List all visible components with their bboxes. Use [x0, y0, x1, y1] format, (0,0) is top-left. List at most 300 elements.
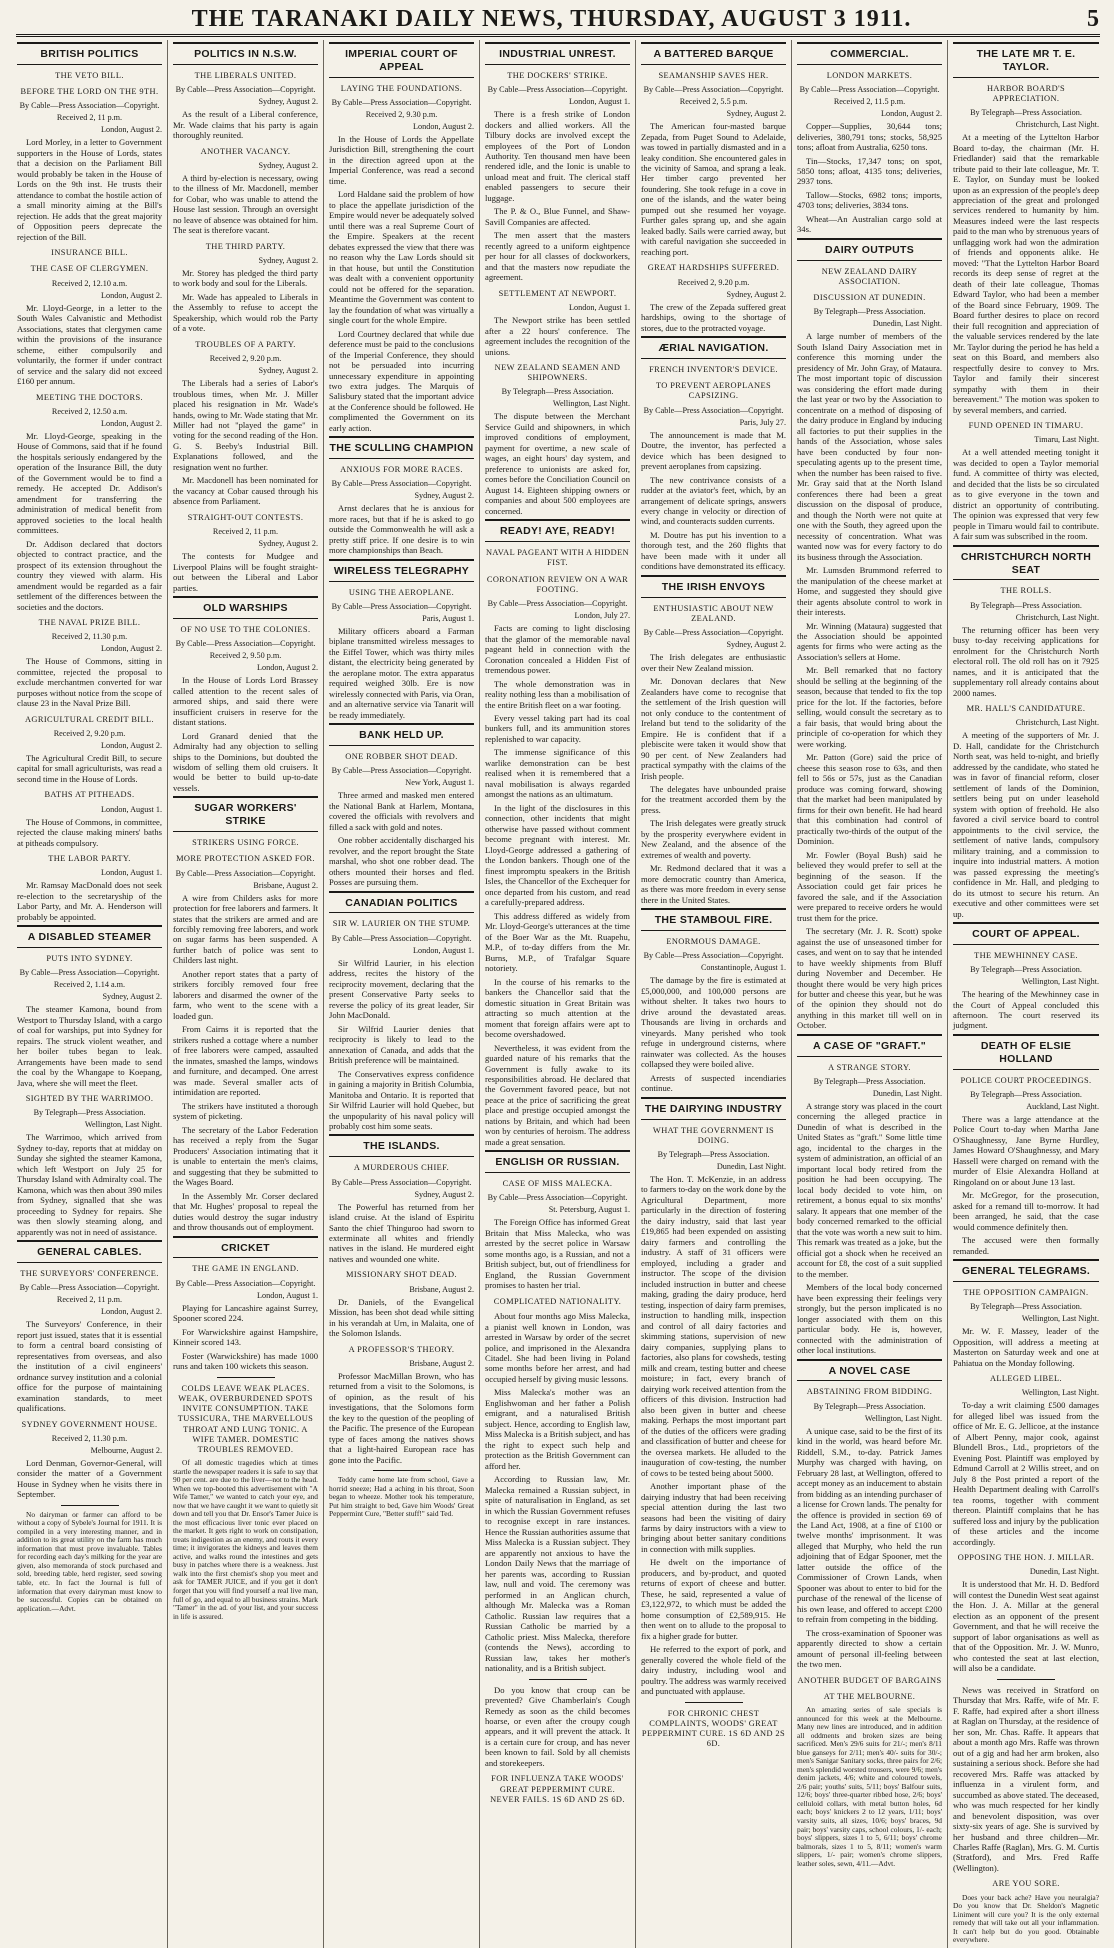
article-headline: SUGAR WORKERS' STRIKE: [173, 796, 318, 832]
article-subheading: CORONATION REVIEW ON A WAR FOOTING.: [486, 574, 629, 594]
body-paragraph: Members of the local body concerned have been expressing their feelings very strongly, but the person implicated is no longer associated with them on this particular body. He is, however, connected with the administration of other local institutions.: [797, 1282, 942, 1356]
article-headline: BANK HELD UP.: [329, 723, 474, 746]
body-paragraph: The American four-masted barque Zepada, from Puget Sound to Adelaide, was towed in partially dismasted and in a leaky condition. She encountered gales in the vicinity of Samoa, and sprang a leak. Her timber cargo prevented her foundering. She took refuge in a cove in one of the islands, and the water being pumped out she resumed her voyage. Further gales sprang up, and she again leaked badly. Sails were carried away, but with careful navigation she succeeded in reaching port.: [641, 121, 786, 257]
body-paragraph: Miss Malecka's mother was an Englishwoman and her father a Polish emigrant, and a naturalised British subject. Hence, according to English law, Miss Malecka is a British subject, and has the right to expect such help and protection as the British Government can afford her.: [485, 1387, 630, 1471]
article-subheading: LONDON MARKETS.: [826, 70, 913, 80]
dateline: London, August 1.: [413, 945, 474, 955]
article-subheading: THE THIRD PARTY.: [205, 241, 286, 251]
body-paragraph: A meeting of the supporters of Mr. J. D. Hall, candidate for the Christchurch North seat, was held to-night, and briefly addressed by the candidate, who stated he was in favor of financial reform, closer settlement of lands of the Dominion, settlers being put on under leasehold system with option of freehold. He also favored a civil service board to control appointments to the civil service, the settlement of native lands, compulsory military training, and a commission to inquire into industrial matters. A motion was passed expressing the meeting's confidence in Mr. Hall, and pledging to do its utmost to secure his return. An executive and other committees were set up.: [953, 730, 1099, 919]
dateline: Received 2, 9.20 p.m.: [677, 277, 750, 287]
article-headline: CHRISTCHURCH NORTH SEAT: [953, 545, 1099, 581]
article-headline: BRITISH POLITICS: [17, 42, 162, 65]
dateline: Sydney, August 2.: [726, 289, 786, 299]
article-subheading: COLDS LEAVE WEAK PLACES. WEAK, OVERBURDENED SPOTS INVITE CONSUMPTION. TAKE TUSSICURA, THE MARVELLOUS THROAT AND LUNG TONIC. A WIFE TAMER. DOMESTIC TROUBLES REMOVED.: [177, 1383, 314, 1454]
dateline: Dunedin, Last Night.: [872, 1088, 942, 1098]
dateline: London, August 1.: [101, 868, 162, 878]
article-subheading: SETTLEMENT AT NEWPORT.: [498, 288, 617, 298]
dateline: Paris, July 27.: [739, 417, 786, 427]
body-paragraph: The House of Commons, sitting in committee, rejected the proposal to exclude merchantmen converted for war purposes without notice from the scope of clause 23 in the Naval Prize Bill.: [17, 656, 162, 709]
article-subheading: THE LABOR PARTY.: [48, 854, 131, 864]
body-paragraph: Another report states that a party of strikers forcibly removed four free laborers and disarmed the owner of the farm, who went to the scene with a loaded gun.: [173, 968, 318, 1021]
body-paragraph: There is a fresh strike of London dockers and allied workers. All the Tilbury docks are involved except the employees of the Port of London Authority. Ten thousand men have been rendered idle, and the Ionic is unable to unload meat and fruit. The clerical staff enabled passengers to secure their luggage.: [485, 109, 630, 203]
dateline: Wellington, Last Night.: [864, 1413, 942, 1423]
article-subheading: MEETING THE DOCTORS.: [35, 392, 144, 402]
article-subheading: COMPLICATED NATIONALITY.: [493, 1296, 622, 1306]
body-paragraph: A third by-election is necessary, owing to the illness of Mr. Macdonell, member for Cobar, who was unable to attend the House last session. Through an oversight no leave of absence was obtained for him. The seat is therefore vacant.: [173, 172, 318, 236]
dateline: Received 2, 1.14 a.m.: [53, 980, 126, 990]
body-paragraph: Mr. Redmond declared that it was a more democratic country than America, as there was more freedom in every sense there in the United States.: [641, 863, 786, 905]
body-paragraph: Three armed and masked men entered the National Bank at Harlem, Montana, covered the officials with revolvers and filled a sack with gold and notes.: [329, 790, 474, 832]
body-paragraph: Mr. Lloyd-George, speaking in the House of Commons, said that if he found the hospitals seriously endangered by the operation of the Insurance Bill, the duty of the Government would be to find a remedy. He accepted Dr. Addison's amendment for transferring the administration of medical benefit from approved societies to the local health committees.: [17, 430, 162, 536]
page-number: 5: [1087, 5, 1100, 32]
article-headline: INDUSTRIAL UNREST.: [485, 42, 630, 65]
dateline: Sydney, August 2.: [258, 160, 318, 170]
article-subheading: THE CASE OF CLERGYMEN.: [30, 264, 149, 274]
body-paragraph: He referred to the export of pork, and generally covered the whole field of the dairy industry, including wool and poultry. The address was warmly received and punctuated with applause.: [641, 1644, 786, 1697]
body-paragraph: Mr. Winning (Mataura) suggested that the Association should be appointed agents for firms who were acting as the Association's sellers at Home.: [797, 620, 942, 662]
article-subheading: LAYING THE FOUNDATIONS.: [340, 83, 463, 93]
article-headline: A CASE OF "GRAFT.": [797, 1034, 942, 1057]
body-paragraph: The Surveyors' Conference, in their report just issued, states that it is essential to form a central board consisting of representatives from overseas, and also the institution of a civil engineers' ordnance survey institution and a colonial office for the purpose of maintaining examination standards, to meet qualifications.: [17, 1319, 162, 1414]
article-subheading: SYDNEY GOVERNMENT HOUSE.: [21, 1419, 158, 1429]
dateline: London, August 2.: [881, 109, 942, 119]
body-paragraph: The returning officer has been very busy to-day receiving applications for enrolment for the Christchurch North electoral roll. The old roll has on it 7925 names, and it is anticipated that the supplementary roll already contains about 2000 names.: [953, 624, 1099, 698]
body-paragraph: Military officers aboard a Farman biplane transmitted wireless messages to the Eiffel Tower, which was thirty miles distant, the electricity being generated by the aeroplane motor. The extra apparatus required weighed 30lb. Ere is now wirelessly connected with Paris, via Oran, and an alternative service via Tanarit will be ready immediately.: [329, 625, 474, 720]
article-headline: THE ISLANDS.: [329, 1134, 474, 1157]
body-paragraph: Wheat—An Australian cargo sold at 34s.: [797, 213, 942, 235]
body-paragraph: A strange story was placed in the court concerning the alleged practice in Dunedin of what is described in the United States as "graft." Some little time ago, incidental to the charges in the system of administration, an official of an important local body retired from the position he had been occupying. The local body decided to vote him, on retirement, a bonus equal to six months' salary. It appears that one member of the body concerned remarked to the official that the vote was worth a new suit to him. This remark was treated as a joke, but the official got a shock when he received an account for £8, the cost of a suit supplied to the member.: [797, 1100, 942, 1279]
article-headline: THE LATE MR T. E. TAYLOR.: [953, 42, 1099, 78]
article-subheading: STRIKERS USING FORCE.: [192, 838, 299, 848]
body-paragraph: One robber accidentally discharged his revolver, and the report brought the State marshal, who shot one robber dead. The others mounted their horses and fled. Posses are pursuing them.: [329, 835, 474, 888]
body-paragraph: Lord Granard denied that the Admiralty had any objection to selling ships to the Dominions, but doubted the wisdom of selling them old cruisers. It would be better to build up-to-date vessels.: [173, 730, 318, 793]
body-paragraph: The Powerful has returned from her island cruise. At the island of Espiritu Santo the chief Thinguroo had sworn to exterminate all whites and friendly natives in the island. He murdered eight natives and wounded one white.: [329, 1201, 474, 1264]
body-paragraph: Mr. Lumsden Brummond referred to the manipulation of the cheese market at Home, and suggested they should give their agents absolute control to work in their interests.: [797, 565, 942, 618]
dateline: By Telegraph—Press Association.: [813, 1401, 926, 1411]
article-subheading: NEW ZEALAND SEAMEN AND SHIPOWNERS.: [494, 362, 621, 383]
dateline: Received 2, 5.5 p.m.: [679, 97, 748, 107]
dateline: Received 2, 9.20 p.m.: [53, 728, 126, 738]
article-subheading: THE SURVEYORS' CONFERENCE.: [20, 1269, 159, 1279]
article-subheading: THE NAVAL PRIZE BILL.: [38, 618, 141, 627]
article-subheading: FOR INFLUENZA TAKE WOODS' GREAT PEPPERMINT CURE. NEVER FAILS. 1S 6D AND 2S 6D.: [490, 1774, 625, 1804]
dateline: Brisbane, August 2.: [409, 1358, 474, 1368]
body-paragraph: In the light of the disclosures in this connection, other incidents that might otherwise have passed without comment become pregnant with interest. Mr. Lloyd-George addressed a gathering of the London bankers. Though one of the finest impromptu speakers in the British Isles, the Chancellor of the Exchequer for once departed from his custom, and read a carefully-prepared address.: [485, 802, 630, 908]
dateline: Auckland, Last Night.: [1026, 1101, 1099, 1111]
body-paragraph: In the House of Lords the Appellate Jurisdiction Bill, strengthening the court in the direction agreed upon at the Imperial Conference, was read a second time.: [329, 133, 474, 186]
body-paragraph: Nevertheless, it was evident from the guarded nature of his remarks that the Government is fully awake to its responsibilities abroad. He declared that the Government favored peace, but not peace at the price of sacrificing the great place and prestige occupied amongst the nations by Britain, and which had been won by centuries of heroism. The address made a great sensation.: [485, 1042, 630, 1147]
dateline: London, August 2.: [101, 644, 162, 654]
article-subheading: A STRANGE STORY.: [828, 1062, 911, 1072]
article-subheading: TROUBLES OF A PARTY.: [195, 339, 296, 349]
body-paragraph: Lord Denman, Governor-General, will consider the matter of a Government House in Sydney when he visits there in September.: [17, 1457, 162, 1500]
body-paragraph: A wire from Childers asks for more protection for free laborers and farmers. It states that the strikers are armed and are forcibly removing free laborers, and work on sugar farms has been suspended. A further batch of police was sent to Childers last night.: [173, 892, 318, 966]
section-divider: [373, 1470, 431, 1471]
dateline: By Telegraph—Press Association.: [970, 1302, 1082, 1312]
article-subheading: ANOTHER BUDGET OF BARGAINS: [797, 1675, 942, 1685]
section-divider: [217, 1377, 275, 1378]
dateline: Sydney, August 2.: [726, 109, 786, 119]
body-paragraph: News was received in Stratford on Thursday that Mrs. Raffe, wife of Mr. F. F. Raffe, had expired after a short illness at Raglan on Thursday, at the residence of her son, Mr. Chas. Raffe. It appears that about a month ago Mrs. Raffe was thrown out of a gig and had her arm broken, also sustaining a serious shock. Before she had recovered Mrs. Raffe was attacked by influenza in a virulent form, and succumbed as above stated. The deceased, who was much respected for her kindly and benevolent disposition, was over sixty-six years of age. She is survived by her husband and three children—Mr. Charles Raffe (Raglan), Mrs. G. M. Curtis (Stratford), and Mrs. Fred Raffe (Wellington).: [953, 1684, 1099, 1873]
dateline: Wellington, Last Night.: [552, 399, 630, 409]
body-paragraph: For Warwickshire against Hampshire, Kinneir scored 143.: [173, 1326, 318, 1348]
article-subheading: THE GAME IN ENGLAND.: [192, 1264, 299, 1274]
article-headline: CANADIAN POLITICS: [329, 891, 474, 914]
article-headline: GENERAL TELEGRAMS.: [953, 1259, 1099, 1282]
body-paragraph: The dispute between the Merchant Service Guild and shipowners, in which improved conditions of employment, payment for overtime, a new scale of wages, an eight hours' day system, and preference to unionists are asked for, comes before the Conciliation Council on August 14. Eighteen shipping owners or companies and about 500 employees are concerned.: [485, 411, 630, 516]
article-subheading: ALLEGED LIBEL.: [989, 1374, 1063, 1384]
dateline: By Cable—Press Association—Copyright.: [643, 405, 784, 415]
body-paragraph: It is understood that Mr. H. D. Bedford will contest the Dunedin West seat against the Hon. J. A. Millar at the general election as an opponent of the present Government, and that he will receive the support of labor organisations as well as that of the Opposition. Mr. J. W. Munro, who contested the seat at last election, will also be a candidate.: [953, 1579, 1099, 1674]
body-paragraph: A unique case, said to be the first of its kind in the world, was heard before Mr. Riddell, S.M., to-day. Patrick James Murphy was charged with having, on February 28 last, at Wellington, offered to accept money as an inducement to abstain from bidding as an intending purchaser of a license for Crown lands. The penalty for the offence is provided in section 69 of the Land Act, 1908, at a fine of £100 or twelve months' imprisonment. It was alleged that Murphy, who held the run adjoining that of Edgar Spooner, met the latter outside the office of the Commissioner of Crown Lands, when Spooner was about to enter to bid for the purchase of the renewal of the license of his own lease, and offered to accept £200 to refrain from competing in the bidding.: [797, 1425, 942, 1625]
article-headline: CRICKET: [173, 1236, 318, 1259]
article-headline: READY! AYE, READY!: [485, 519, 630, 542]
article-subheading: THE MEWHINNEY CASE.: [974, 950, 1078, 960]
body-paragraph: Lord Courtney declared that while due deference must be paid to the conclusions of the Imperial Conference, they should not be persuaded into incurring unnecessary expenditure in appointing two extra judges. The Marquis of Salisbury stated that the important advice at the Conference should be followed. He complimented the Government on its early action.: [329, 328, 474, 433]
article-subheading: ARE YOU SORE.: [992, 1879, 1060, 1889]
dateline: Christchurch, Last Night.: [1015, 612, 1099, 622]
body-paragraph: The strikers have instituted a thorough system of picketing.: [173, 1100, 318, 1122]
article-subheading: THE LIBERALS UNITED.: [194, 70, 297, 80]
article-subheading: ENORMOUS DAMAGE.: [666, 937, 761, 947]
dateline: Sydney, August 2.: [258, 366, 318, 376]
dateline: By Telegraph—Press Association.: [501, 387, 614, 397]
article-subheading: FRENCH INVENTOR'S DEVICE.: [649, 364, 778, 374]
dateline: By Telegraph—Press Association.: [657, 1150, 770, 1159]
article-subheading: BEFORE THE LORD ON THE 9TH.: [20, 87, 159, 97]
article-headline: THE DAIRYING INDUSTRY: [641, 1097, 786, 1120]
dateline: By Cable—Press Association—Copyright.: [331, 933, 472, 943]
dateline: By Cable—Press Association—Copyright.: [487, 1193, 628, 1203]
article-subheading: FOR CHRONIC CHEST COMPLAINTS, WOODS' GREAT PEPPERMINT CURE. 1S 6D AND 2S 6D.: [641, 1708, 786, 1749]
section-divider: [61, 1505, 119, 1506]
advertisement-text: An amazing series of sale specials is announced for this week at the Melbourne. Many new lines are introduced, and in addition all oddments and broken sizes are being sacrificed. Men's 29/6 suits for 21/-; men's 8/11 blue ganseys for 2/11; men's 40/- suits for 30/-; men's Sanigar Sanitary socks, three pairs for 2/6; men's splendid worsted trousers, were 9/6; men's denim jackets, 4/6; white and coloured towels, 2/6 pair; youths' suits, 5/11; boys' Balfour suits, 12/6; boys' three-quarter ribbed hose, 2/6; boys' celluloid collars, with metal button holes, 6d each; boys' knickers 2 to 12 years, 1/11; boys' varsity suits, all sizes, 10/6; boys' braces, 9d pair; boys' varsity caps, school colours, 1/- each; boys' slippers, sizes 1 to 5, 6/11; boys' chrome balmorals, sizes 1 to 5, 8/11; women's warm slippers, 1/- pair; women's chrome slippers, leather soles, sewn, 4/11.—Advt.: [797, 1705, 942, 1868]
article-headline: COURT OF APPEAL.: [953, 922, 1099, 945]
dateline: Dunedin, Last Night.: [716, 1162, 786, 1171]
article-subheading: OPPOSING THE HON. J. MILLAR.: [957, 1553, 1095, 1563]
body-paragraph: According to Russian law, Mr. Malecka remained a Russian subject, in spite of naturalisation in England, as set in which the Russian Government refuses to recognise except in rare instances. Hence the Russian authorities assume that Miss Malecka is a Russian subject. They are apparently not anxious to have the London Daily News that the marriage of her parents was, according to Russian law, null and void. The ceremony was performed in an Anglican church, although Mr. Malecka was a Roman Catholic. Russian law requires that a Russian Catholic be married by a Catholic priest. Miss Malecka, therefore (contends the News), according to Russian law, takes her mother's nationality, and is a British subject.: [485, 1474, 630, 1674]
dateline: Dunedin, Last Night.: [1029, 1567, 1099, 1577]
body-paragraph: Arrests of suspected incendiaries continue.: [641, 1072, 786, 1094]
advertisement-text: Does your back ache? Have you neuralgia? Do you know that Dr. Sheldon's Magnetic Liniment will cure you? It is the only external remedy that will take out all your inflammation. It can't help but do you good. Obtainable everywhere.: [953, 1892, 1099, 1945]
dateline: Sydney, August 2.: [258, 97, 318, 107]
article-subheading: SEAMANSHIP SAVES HER.: [658, 70, 769, 80]
dateline: Sydney, August 2.: [726, 640, 786, 650]
article-headline: A BATTERED BARQUE: [641, 42, 786, 65]
body-paragraph: Dr. Daniels, of the Evangelical Mission, has been shot dead while sitting in his verandah at Urn, in Malaita, one of the Solomon Islands.: [329, 1296, 474, 1339]
dateline: By Cable—Press Association—Copyright.: [175, 868, 316, 878]
dateline: By Cable—Press Association—Copyright.: [643, 85, 784, 95]
body-paragraph: Tin—Stocks, 17,347 tons; on spot, 5850 tons; afloat, 4135 tons; deliveries, 2937 tons.: [797, 155, 942, 187]
dateline: Brisbane, August 2.: [253, 880, 318, 890]
body-paragraph: The House of Commons, in committee, rejected the clause making miners' baths at pitheads compulsory.: [17, 816, 162, 848]
body-paragraph: A large number of members of the South Island Dairy Association met in conference this morning under the presidency of Mr. John Gray, of Mataura. The most important topic of discussion was considering the effort made during the last year or two by the Association to concentrate on a method of disposing of the dairy produce in England by inducing all factories to put their supplies in the hands of the Association, whose sales have been conducted by four non-speculating agents up to the present time, when the number has been raised to five. Mr. Gray said that at the North Island conferences there had been a great discussion on the disposal of produce, and though the North were not quite at one with the South, they agreed upon the necessity of concentration. What was wanted now was for every factory to do its business through the Association.: [797, 331, 942, 562]
dateline: Received 2, 12.10 a.m.: [51, 278, 128, 288]
body-paragraph: The Newport strike has been settled after a 22 hours' conference. The agreement includes the recognition of the unions.: [485, 315, 630, 357]
body-paragraph: At a well attended meeting tonight it was decided to open a Taylor memorial fund. A committee of thirty was elected, and decided that the lists be so circulated as to give everyone in the town and district an opportunity of contributing. The opinion was expressed that very few people in Timaru would fail to contribute. A fair sum was subscribed in the room.: [953, 447, 1099, 542]
article-subheading: THE VETO BILL.: [55, 70, 124, 80]
dateline: By Cable—Press Association—Copyright.: [19, 101, 160, 111]
advertisement-text: No dairyman or farmer can afford to be without a copy of Sybele's Journal for 1911. It is compiled in a very interesting manner, and in addition to its great utility on the farm has much information that must prove invaluable. Tables for recording each day's milking for the year are given, also memoranda of stock purchased and sold, breeding table, herd register, seed sowing table, etc. In fact the Journal is full of information that every dairyman must know to be successful. Copies can be obtained on application.—Advt.: [17, 1509, 162, 1613]
dateline: Received 2, 11.30 p.m.: [51, 632, 128, 642]
body-paragraph: Mr. Wade has appealed to Liberals in the Assembly to refuse to accept the Speakership, which would rob the Party of a vote.: [173, 291, 318, 334]
body-paragraph: Mr. Bell remarked that no factory should be selling at the beginning of the season, because that tended to fix the top price for the lot. If the factories, before selling, would consult the secretary as to a fair basis, that would bring about the principle of co-operation for which they were working.: [797, 665, 942, 749]
dateline: By Telegraph—Press Association.: [33, 1108, 146, 1118]
body-paragraph: About four months ago Miss Malecka, a pianist well known in London, was arrested in Warsaw by order of the secret police, and imprisoned in the Alexandra Citadel. She had been living in Poland some months before her arrest, and had occupied herself by giving music lessons.: [485, 1311, 630, 1384]
dateline: By Cable—Press Association—Copyright.: [643, 628, 784, 638]
column-3: [324, 40, 480, 1948]
body-paragraph: From Cairns it is reported that the strikers rushed a cottage where a number of free laborers were camped, assaulted the inmates, smashed the lamps, windows and furniture, and decamped. One arrest was made. Several smaller acts of intimidation are reported.: [173, 1024, 318, 1098]
dateline: Sydney, August 2.: [258, 539, 318, 549]
dateline: By Telegraph—Press Association.: [813, 1076, 926, 1086]
dateline: Christchurch, Last Night.: [1015, 120, 1099, 130]
body-paragraph: The hearing of the Mewhinney case in the Court of Appeal concluded this afternoon. The court reserved its judgment.: [953, 989, 1099, 1031]
dateline: By Cable—Press Association—Copyright.: [19, 968, 160, 978]
dateline: By Cable—Press Association—Copyright.: [331, 479, 472, 489]
article-subheading: ANOTHER VACANCY.: [200, 146, 291, 156]
body-paragraph: The secretary of the Labor Federation has received a reply from the Sugar Producers' Association intimating that it is unable to entertain the men's claims, and suggesting that they be submitted to the Wages Board.: [173, 1124, 318, 1188]
body-paragraph: M. Doutre has put his invention to a thorough test, and the 260 flights that have been made with it under all conditions have demonstrated its efficacy.: [641, 529, 786, 572]
article-subheading: FUND OPENED IN TIMARU.: [968, 421, 1084, 431]
dateline: Received 2, 11 p.m.: [56, 113, 123, 123]
body-paragraph: The Foreign Office has informed Great Britain that Miss Malecka, who was arrested by the secret police in Warsaw some months ago, is a Russian, and not a British subject, but, out of friendliness for England, the Russian Government promises to hasten her trial.: [485, 1217, 630, 1291]
body-paragraph: The Hon. T. McKenzie, in an address to farmers to-day on the work done by the Agricultural Department, more particularly in the direction of fostering the dairy industry, said that last year £19,865 had been expended on assisting dairy farmers and controlling the industry. A staff of 31 officers were employed, including a grader and instructor. The scope of the division included instruction in butter and cheese making, grading the dairy produce, herd testing, inspection of dairy farm premises, instruction to handling milk, inspection and control of all dairy factories and skimming stations, supervision of new dairy companies, supplying plans to factories, also plans for cowsheds, testing milk and cream, testing butter and cheese moisture; in fact, every branch of dairying work received attention from the officers of this division. Instruction had also been given in butter and cheese making. Perhaps the most important part of the duties of the officers were grading and classification of butter and cheese for the oversea markets. He alluded to the inauguration of cow-testing, the number of cows to be tested being about 5000.: [641, 1174, 786, 1478]
body-paragraph: Do you know that croup can be prevented? Give Chamberlain's Cough Remedy as soon as the child becomes hoarse, or even after the croupy cough appears, and it will prevent the attack. It is a certain cure for croup, and has never been known to fail. Sold by all chemists and storekeepers.: [485, 1684, 630, 1768]
dateline: London, August 1.: [101, 804, 162, 814]
dateline: Sydney, August 2.: [414, 491, 474, 501]
article-headline: THE IRISH ENVOYS: [641, 575, 786, 598]
body-paragraph: There was a large attendance at the Police Court to-day when Martha Jane O'Shaughnessy, Jane Byrne Hurdley, James Howard O'Shaughnessy, and Mary Hassell were charged on remand with the murder of Elsie Alexandra Holland at Ringoland on or about June 13 last.: [953, 1113, 1099, 1187]
article-headline: ENGLISH OR RUSSIAN.: [485, 1150, 630, 1173]
body-paragraph: Mr. Ramsay MacDonald does not seek re-election to the secretaryship of the Labor Party, and Mr. A. Henderson will probably be appointed.: [17, 880, 162, 922]
article-subheading: ABSTAINING FROM BIDDING.: [806, 1387, 933, 1397]
article-subheading: POLICE COURT PROCEEDINGS.: [960, 1075, 1092, 1085]
article-subheading: AT THE MELBOURNE.: [823, 1692, 916, 1702]
dateline: Sydney, August 2.: [102, 992, 162, 1002]
article-subheading: MISSIONARY SHOT DEAD.: [345, 1270, 457, 1280]
body-paragraph: Mr. Patton (Gore) said the price of cheese this season rose to 63s, and then fell to 56s or 57s, just as the Canadian produce was coming forward, showing that the market had been manipulated by firms for their own benefit. He had heard that this combination had control of practically two-thirds of the output of the Dominion.: [797, 752, 942, 847]
dateline: London, August 2.: [101, 125, 162, 135]
body-paragraph: The Conservatives express confidence in gaining a majority in British Columbia, Manitoba and Ontario. It is reported that Sir Wilfrid Laurier will hold Quebec, but the unpopularity of his naval policy will probably cost him some seats.: [329, 1068, 474, 1131]
body-paragraph: Mr. Donovan declares that New Zealanders have come to recognise that the settlement of the Irish question will not only conduce to the contentment of Ireland but tend to the solidarity of the Empire. He is confident that if a plebiscite were taken it would show that 90 per cent. of New Zealanders had practical sympathy with the claims of the Irish people.: [641, 676, 786, 781]
dateline: Wellington, Last Night.: [1021, 1388, 1099, 1398]
article-headline: A DISABLED STEAMER: [17, 925, 162, 948]
dateline: By Cable—Press Association—Copyright.: [331, 766, 472, 776]
body-paragraph: In the House of Lords Lord Brassey called attention to the recent sales of armored ships, and said there were insufficient cruisers in reserve for the distant stations.: [173, 675, 318, 728]
body-paragraph: Lord Haldane said the problem of how to place the appellate jurisdiction of the Empire would never be adequately solved until there was a real Supreme Court of the Empire. Speakers at the recent debates expressed the view that there was no reason why the Law Lords should sit in that house, but until the Constitution was dealt with a convenient opportunity could not be offered for the separation. Meantime the Government was content to lay the foundation of what was virtually a single court for the whole Empire.: [329, 189, 474, 326]
column-7: [948, 40, 1104, 1948]
dateline: Sydney, August 2.: [414, 1189, 474, 1199]
article-subheading: ONE ROBBER SHOT DEAD.: [345, 752, 458, 762]
article-subheading: HARBOR BOARD'S APPRECIATION.: [986, 83, 1066, 103]
article-headline: THE SCULLING CHAMPION: [329, 436, 474, 459]
body-paragraph: Mr. Fowler (Boyal Bush) said he believed they would prefer to sell at the beginning of the season. If the Association could get fair prices he favored the sale, and if the Association were prepared to receive orders he would trust them for the price.: [797, 849, 942, 923]
dateline: Received 2, 11.30 p.m.: [51, 1433, 128, 1443]
body-paragraph: The crew of the Zepada suffered great hardships, owing to the shortage of stores, due to the protracted voyage.: [641, 301, 786, 333]
article-headline: WIRELESS TELEGRAPHY: [329, 559, 474, 582]
dateline: By Cable—Press Association—Copyright.: [175, 1278, 316, 1288]
body-paragraph: Mr. W. F. Massey, leader of the Opposition, will address a meeting at Masterton on Saturday week and one at Pahiatua on the Monday following.: [953, 1326, 1099, 1368]
article-subheading: THE ROLLS.: [1000, 586, 1052, 596]
dateline: London, August 2.: [101, 1307, 162, 1317]
body-paragraph: Professor MacMillan Brown, who has returned from a visit to the Solomons, is of opinion, as the result of his investigations, that the Solomons form the key to the question of the peopling of the Pacific. The presence of the European type of faces among the natives shows that a light-haired European race has gone into the Pacific.: [329, 1370, 474, 1465]
body-paragraph: The cross-examination of Spooner was apparently directed to show a certain amount of personal ill-feeling between the two men.: [797, 1627, 942, 1670]
dateline: By Cable—Press Association—Copyright.: [487, 85, 628, 95]
column-5: [636, 40, 792, 1948]
body-paragraph: At a meeting of the Lyttelton Harbor Board to-day, the chairman (Mr. H. Friedlander) said that the remarkable tribute paid to their late colleague, Mr. T. E. Taylor, on Sunday must be looked upon as an expression of the people's deep appreciation of the great and prolonged services rendered to humanity by him. Measures indeed were the last respects paid to the man who by strenuous years of unflagging work had won the admiration of friends and opponents alike. He moved: "That the Lyttelton Harbor Board records its deep sense of regret at the death of their late colleague, Thomas Edward Taylor, who had been a member of the Board since February, 1909. The Board further desires to place on record their full recognition and appreciation of the valuable services rendered by the late Mr. Taylor during the period he has held a seat on this Board, and members also respectfully desire to convey to Mrs. Taylor and family their sincerest sympathy with them in their bereavement." The motion was spoken to by several members, and carried.: [953, 132, 1099, 415]
article-subheading: GREAT HARDSHIPS SUFFERED.: [647, 263, 780, 273]
article-subheading: ANXIOUS FOR MORE RACES.: [340, 465, 463, 475]
dateline: Constantinople, August 1.: [700, 963, 786, 973]
body-paragraph: Copper—Supplies, 30,644 tons; deliveries, 380,791 tons; stocks, 58,925 tons; afloat from Australia, 6250 tons.: [797, 121, 942, 153]
body-paragraph: The secretary (Mr. J. R. Scott) spoke against the use of unseasoned timber for cases, and went on to say that he intended to have weekly shipments from Bluff during November and December. He thought there would be very high prices for butter and cheese this year, but he was of the opinion they should not do anything in this market till well on in October.: [797, 926, 942, 1031]
body-paragraph: He dwelt on the importance of producers, and by-product, and quoted returns of export of cheese and butter. These, he said, represented a value of £3,122,972, to which must be added the home consumption of £2,589,915. He then went on to allude to the proposal to fix a higher grade for butter.: [641, 1557, 786, 1641]
article-subheading: NAVAL PAGEANT WITH A HIDDEN FIST.: [485, 548, 630, 568]
dateline: London, August 2.: [101, 290, 162, 300]
article-headline: A NOVEL CASE: [797, 1359, 942, 1382]
dateline: London, August 1.: [257, 1290, 318, 1300]
body-paragraph: Every vessel taking part had its coal bunkers full, and its ammunition stores replenished to war capacity.: [485, 713, 630, 744]
body-paragraph: The accused were then formally remanded.: [953, 1235, 1099, 1256]
body-paragraph: As the result of a Liberal conference, Mr. Wade claims that his party is again thoroughly reunited.: [173, 109, 318, 141]
dateline: Melbourne, August 2.: [90, 1445, 162, 1455]
dateline: Wellington, Last Night.: [1021, 977, 1099, 987]
dateline: Received 2, 9.50 p.m.: [209, 651, 282, 661]
article-subheading: A PROFESSOR'S THEORY.: [348, 1344, 455, 1354]
dateline: By Cable—Press Association—Copyright.: [643, 951, 784, 961]
article-headline: DAIRY OUTPUTS: [797, 238, 942, 261]
dateline: By Cable—Press Association—Copyright.: [175, 639, 316, 649]
dateline: Wellington, Last Night.: [84, 1120, 162, 1130]
article-subheading: BATHS AT PITHEADS.: [44, 790, 135, 800]
section-divider: [997, 1679, 1055, 1680]
body-paragraph: The Irish delegates are enthusiastic over their New Zealand mission.: [641, 652, 786, 673]
dateline: Dunedin, Last Night.: [872, 319, 942, 329]
dateline: By Cable—Press Association—Copyright.: [331, 97, 472, 107]
article-subheading: INSURANCE BILL.: [51, 248, 128, 258]
article-subheading: MR. HALL'S CANDIDATURE.: [966, 704, 1086, 714]
dateline: Paris, August 1.: [422, 613, 474, 623]
body-paragraph: Sir Wilfrid Laurier, in his election address, recites the history of the reciprocity movement, declaring that the present Conservative Party seeks to reverse the policy of its great leader, Sir John MacDonald.: [329, 957, 474, 1021]
body-paragraph: The delegates have unbounded praise for the treatment accorded them by the press.: [641, 784, 786, 815]
column-1: [12, 40, 168, 1948]
article-subheading: PUTS INTO SYDNEY.: [46, 954, 133, 964]
body-paragraph: The whole demonstration was in reality nothing less than a mobilisation of the entire British fleet on a war footing.: [485, 678, 630, 710]
article-headline: IMPERIAL COURT OF APPEAL: [329, 42, 474, 78]
dateline: London, August 2.: [101, 740, 162, 750]
body-paragraph: The immense significance of this warlike demonstration can be best realised when it is remembered that a naval mobilisation is always regarded amongst the nations as an ultimatum.: [485, 747, 630, 800]
section-divider: [685, 1702, 743, 1703]
dateline: By Telegraph—Press Association.: [970, 108, 1082, 118]
body-paragraph: Mr. McGregor, for the prosecution, asked for a remand till to-morrow. It had been arranged, he said, that the case would commence definitely then.: [953, 1190, 1099, 1232]
article-subheading: AGRICULTURAL CREDIT BILL.: [24, 714, 155, 724]
body-paragraph: Another important phase of the dairying industry that had been receiving special attention during the last two seasons had been the visiting of dairy farms by dairy instructors with a view to bringing about better sanitary conditions in connection with milk supplies.: [641, 1481, 786, 1554]
article-subheading: A MURDEROUS CHIEF.: [353, 1163, 450, 1173]
article-headline: OLD WARSHIPS: [173, 596, 318, 619]
dateline: By Telegraph—Press Association.: [813, 307, 926, 317]
article-headline: DEATH OF ELSIE HOLLAND: [953, 1034, 1099, 1070]
article-subheading: DISCUSSION AT DUNEDIN.: [813, 293, 926, 303]
dateline: Wellington, Last Night.: [1021, 1314, 1099, 1324]
dateline: Sydney, August 2.: [258, 255, 318, 265]
dateline: London, August 1.: [569, 303, 630, 313]
body-paragraph: The Irish delegates were greatly struck by the prosperity everywhere evident in New Zealand, and the absence of the extremes of wealth and poverty.: [641, 818, 786, 860]
dateline: London, August 2.: [257, 663, 318, 673]
dateline: London, August 2.: [413, 121, 474, 131]
dateline: Christchurch, Last Night.: [1015, 718, 1099, 728]
dateline: London, July 27.: [574, 611, 630, 621]
body-paragraph: The Agricultural Credit Bill, to secure capital for small agriculturists, was read a second time in the House of Lords.: [17, 752, 162, 784]
dateline: By Cable—Press Association—Copyright.: [331, 601, 472, 611]
article-headline: POLITICS IN N.S.W.: [173, 42, 318, 65]
body-paragraph: The damage by the fire is estimated at £5,000,000, and 100,000 persons are without shelter. It takes two hours to drive around the devastated areas. Thousands are living in orchards and vineyards. Many perished who took refuge in underground cisterns, where rainwater was collected. As the houses collapsed they were boiled alive.: [641, 975, 786, 1070]
body-paragraph: Mr. Lloyd-George, in a letter to the South Wales Calvanistic and Methodist Associations, states that clergymen came within the provisions of the insurance scheme, either compulsorily and voluntarily, the former if under contract of service and the salary did not exceed £160 per annum.: [17, 302, 162, 387]
article-headline: ÆRIAL NAVIGATION.: [641, 336, 786, 359]
dateline: By Cable—Press Association—Copyright.: [487, 599, 628, 609]
article-subheading: SIGHTED BY THE WARRIMOO.: [25, 1094, 154, 1104]
article-subheading: STRAIGHT-OUT CONTESTS.: [187, 512, 304, 522]
body-paragraph: Playing for Lancashire against Surrey, Spooner scored 224.: [173, 1302, 318, 1324]
dateline: London, August 2.: [101, 418, 162, 428]
dateline: Received 2, 11 p.m.: [56, 1295, 123, 1305]
body-paragraph: Arnst declares that he is anxious for more races, but that if he is asked to go outside the Commonwealth he will ask a pretty stiff price. If one desire is to win more championships than Beach.: [329, 503, 474, 556]
article-subheading: USING THE AEROPLANE.: [348, 587, 455, 597]
body-paragraph: The contests for Mudgee and Liverpool Plains will be fought straight-out between the Liberal and Labor parties.: [173, 551, 318, 593]
dateline: By Telegraph—Press Association.: [970, 1089, 1082, 1099]
article-subheading: CASE OF MISS MALECKA.: [502, 1179, 613, 1189]
dateline: Received 2, 12.50 a.m.: [51, 406, 128, 416]
dateline: By Telegraph—Press Association.: [970, 600, 1082, 610]
body-paragraph: The Liberals had a series of Labor's troublous times, when Mr. J. Miller placed his resignation in Mr. Wade's hands, owing to Mr. Wade stating that Mr. Miller had not "played the game" in voting for the second reading of the Hon. G. S. Beeby's Industrial Bill. Explanations followed, and the resignation went no further.: [173, 378, 318, 472]
dateline: By Telegraph—Press Association.: [970, 965, 1082, 975]
body-paragraph: The announcement is made that M. Doutre, the inventor, has perfected a device which has been designed to prevent aeroplanes from capsizing.: [641, 429, 786, 472]
body-paragraph: This address differed as widely from Mr. Lloyd-George's utterances at the time of the Boer War as the Mt. Ruapehu, M.P., of to-day differs from the Mr. Burns, M.P., of Trafalgar Square notoriety.: [485, 910, 630, 974]
body-paragraph: Lord Morley, in a letter to Government supporters in the House of Lords, states that a decision on the Parliament Bill would probably be taken in the House of Lords on the 9th inst. He trusts their attendance to combat the hostile action of a small minority aiming at the Bill's rejection. He adds that the great majority of Opposition peers deprecate the rejection of the Bill.: [17, 137, 162, 242]
column-4: [480, 40, 636, 1948]
article-headline: GENERAL CABLES.: [17, 1240, 162, 1263]
body-paragraph: The men assert that the masters recently agreed to a uniform eightpence per hour for all classes of dockworkers, and that the masters now repudiate the agreement.: [485, 230, 630, 283]
dateline: Received 2, 9.20 p.m.: [209, 354, 282, 364]
dateline: London, August 1.: [569, 97, 630, 107]
article-subheading: WHAT THE GOVERNMENT IS DOING.: [652, 1125, 775, 1145]
column-6: [792, 40, 948, 1948]
dateline: Received 2, 9.30 p.m.: [365, 109, 438, 119]
body-paragraph: Mr. Storey has pledged the third party to work body and soul for the Liberals.: [173, 267, 318, 289]
dateline: Received 2, 11 p.m.: [212, 527, 279, 537]
dateline: By Cable—Press Association—Copyright.: [799, 85, 940, 95]
section-divider: [529, 1679, 587, 1680]
dateline: Brisbane, August 2.: [409, 1284, 474, 1294]
article-subheading: SIR W. LAURIER ON THE STUMP.: [332, 919, 471, 929]
dateline: By Cable—Press Association—Copyright.: [19, 1283, 160, 1293]
article-subheading: MORE PROTECTION ASKED FOR.: [176, 854, 315, 864]
body-paragraph: Dr. Addison declared that doctors objected to contract practice, and the prospect of its extension throughout the country they viewed with alarm. His amendment would be regarded as a fair settlement of the differences between the societies and the doctors.: [17, 538, 162, 612]
body-paragraph: Foster (Warwickshire) has made 1000 runs and taken 100 wickets this season.: [173, 1350, 318, 1372]
dateline: Timaru, Last Night.: [1034, 435, 1099, 445]
body-paragraph: Mr. Macdonell has been nominated for the vacancy at Cobar caused through his absence from Parliament.: [173, 475, 318, 507]
body-paragraph: The P. & O., Blue Funnel, and Shaw-Savill Companies are affected.: [485, 206, 630, 227]
body-paragraph: The new contrivance consists of a rudder at the aviator's feet, which, by an arrangement of delicate springs, answers every change in velocity or direction of wind, and counteracts sudden currents.: [641, 474, 786, 527]
advertisement-text: Teddy came home late from school, Gave a horrid sneeze; Had a aching in his throat, Soon began to wheeze. Mother took his temperature, Put him straight to bed, Gave him Woods' Great Peppermint Cure, "Better stuff!" said Ted.: [329, 1475, 474, 1519]
article-subheading: THE OPPOSITION CAMPAIGN.: [963, 1287, 1089, 1297]
article-subheading: OF NO USE TO THE COLONIES.: [180, 624, 311, 634]
body-paragraph: In the Assembly Mr. Corser declared that Mr. Hughes' proposal to repeal the duties would destroy the sugar industry and throw thousands out of employment.: [173, 1190, 318, 1233]
masthead: [16, 4, 1100, 37]
newspaper-title: THE TARANAKI DAILY NEWS, THURSDAY, AUGUST 3 1911.: [191, 5, 912, 32]
dateline: By Cable—Press Association—Copyright.: [331, 1177, 472, 1187]
article-headline: THE STAMBOUL FIRE.: [641, 908, 786, 931]
article-subheading: ENTHUSIASTIC ABOUT NEW ZEALAND.: [653, 603, 774, 623]
